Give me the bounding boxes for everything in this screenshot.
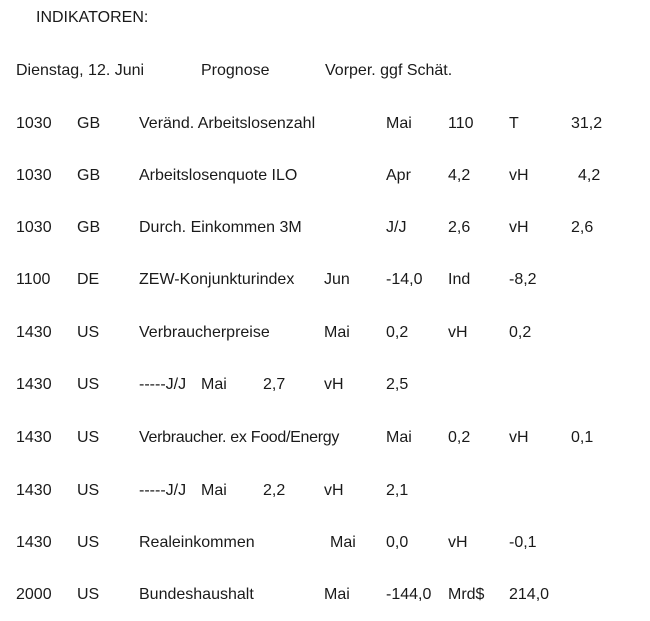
row-country: GB (77, 167, 101, 184)
prognose-header: Prognose (201, 62, 270, 79)
row-country: DE (77, 271, 100, 288)
row-prognose: 0,2 (386, 324, 409, 341)
row-unit: Ind (448, 271, 471, 288)
row-period: Mai (201, 376, 227, 393)
row-previous: 31,2 (571, 115, 603, 132)
row-previous: -0,1 (509, 534, 537, 551)
row-time: 1100 (16, 271, 51, 288)
row-time: 1430 (16, 376, 52, 393)
row-unit: vH (509, 219, 529, 236)
row-period: Mai (386, 115, 412, 132)
row-indicator: Arbeitslosenquote ILO (139, 167, 298, 184)
row-unit: T (509, 115, 519, 132)
row-previous: 2,6 (571, 219, 594, 236)
row-unit: vH (509, 429, 529, 446)
row-unit: vH (509, 167, 529, 184)
row-indicator: Verbraucherpreise (139, 324, 270, 341)
row-period: Mai (386, 429, 412, 446)
row-previous: 4,2 (578, 167, 601, 184)
row-prognose: -144,0 (386, 586, 432, 603)
row-previous: 0,2 (509, 324, 532, 341)
row-period: Jun (324, 271, 350, 288)
row-time: 1430 (16, 429, 52, 446)
row-time: 1030 (16, 167, 52, 184)
row-indicator: Veränd. Arbeitslosenzahl (139, 115, 316, 132)
row-time: 2000 (16, 586, 52, 603)
row-unit: vH (324, 482, 344, 499)
row-indicator: Verbraucher. ex Food/Energy (139, 429, 340, 446)
row-country: GB (77, 115, 101, 132)
row-indicator: Realeinkommen (139, 534, 255, 551)
row-country: US (77, 376, 100, 393)
row-unit: vH (324, 376, 344, 393)
row-previous: 2,5 (386, 376, 409, 393)
row-indicator: -----J/J (139, 482, 187, 499)
row-time: 1030 (16, 219, 52, 236)
row-time: 1030 (16, 115, 52, 132)
row-period: Apr (386, 167, 411, 184)
row-indicator: -----J/J (139, 376, 187, 393)
row-country: US (77, 429, 100, 446)
row-previous: 0,1 (571, 429, 594, 446)
row-indicator: ZEW-Konjunkturindex (139, 271, 295, 288)
row-country: US (77, 324, 100, 341)
row-unit: Mrd$ (448, 586, 485, 603)
row-period: J/J (386, 219, 407, 236)
row-previous: -8,2 (509, 271, 537, 288)
row-time: 1430 (16, 324, 52, 341)
heading: INDIKATOREN: (36, 9, 149, 26)
row-country: US (77, 586, 100, 603)
row-prognose: 0,0 (386, 534, 409, 551)
row-previous: 214,0 (509, 586, 550, 603)
row-prognose: 2,6 (448, 219, 471, 236)
row-time: 1430 (16, 482, 52, 499)
row-period: Mai (330, 534, 356, 551)
row-country: US (77, 534, 100, 551)
row-country: GB (77, 219, 101, 236)
row-period: Mai (324, 586, 350, 603)
row-prognose: 2,7 (263, 376, 286, 393)
row-prognose: 0,2 (448, 429, 471, 446)
row-prognose: 110 (448, 115, 474, 132)
row-indicator: Bundeshaushalt (139, 586, 254, 603)
row-prognose: 2,2 (263, 482, 286, 499)
row-indicator: Durch. Einkommen 3M (139, 219, 302, 236)
row-unit: vH (448, 534, 468, 551)
row-prognose: 4,2 (448, 167, 471, 184)
row-period: Mai (324, 324, 350, 341)
row-country: US (77, 482, 100, 499)
row-period: Mai (201, 482, 227, 499)
row-prognose: -14,0 (386, 271, 423, 288)
row-time: 1430 (16, 534, 52, 551)
row-previous: 2,1 (386, 482, 409, 499)
date-label: Dienstag, 12. Juni (16, 62, 145, 79)
vorper-header: Vorper. ggf Schät. (325, 62, 453, 79)
row-unit: vH (448, 324, 468, 341)
